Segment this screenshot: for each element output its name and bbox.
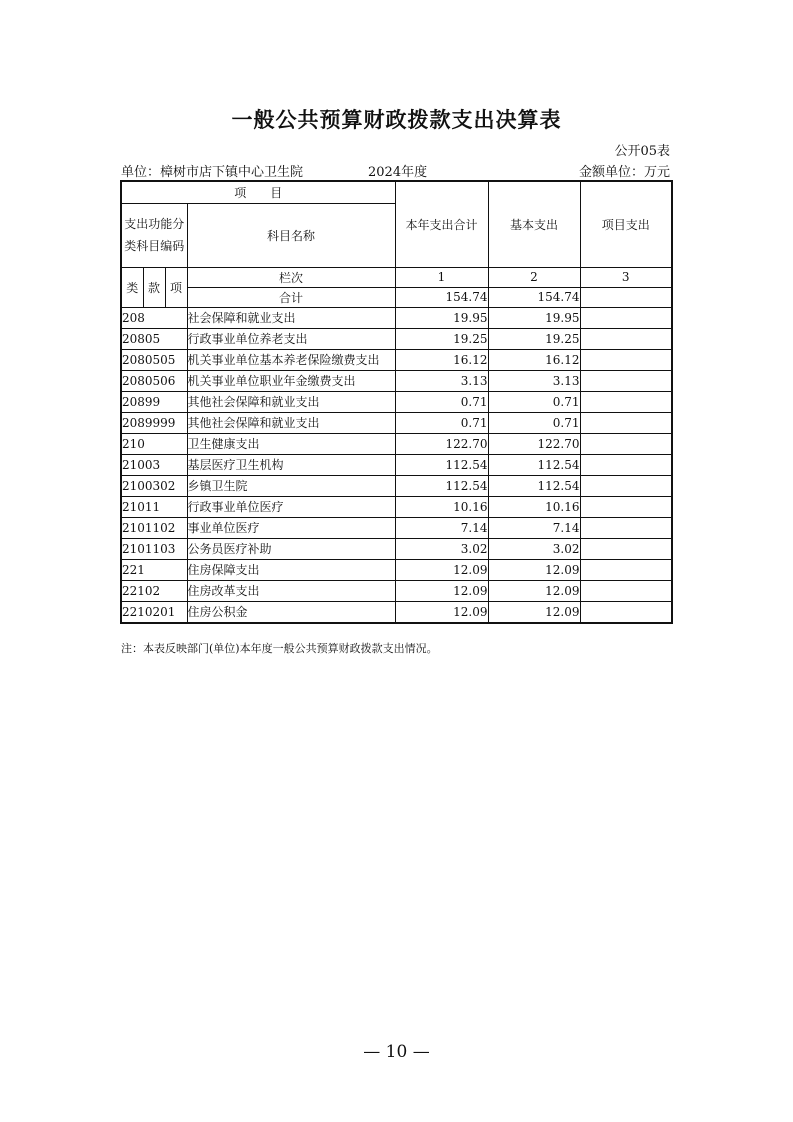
row-total: 3.13 <box>395 370 488 391</box>
row-total: 0.71 <box>395 391 488 412</box>
table-row <box>121 328 672 349</box>
row-code: 2089999 <box>121 412 187 433</box>
header-col3: 3 <box>580 267 672 287</box>
row-basic: 112.54 <box>488 454 580 475</box>
row-project <box>580 454 672 475</box>
row-code: 20805 <box>121 328 187 349</box>
row-project <box>580 475 672 496</box>
row-name: 机关事业单位基本养老保险缴费支出 <box>187 349 395 370</box>
header-basic: 基本支出 <box>488 181 580 267</box>
amount-unit-label: 金额单位：万元 <box>578 165 670 180</box>
table-row <box>121 601 672 623</box>
row-project <box>580 580 672 601</box>
row-total: 12.09 <box>395 580 488 601</box>
row-basic: 19.25 <box>488 328 580 349</box>
row-code: 210 <box>121 433 187 454</box>
row-project <box>580 496 672 517</box>
header-col2: 2 <box>488 267 580 287</box>
header-project: 项目支出 <box>580 181 672 267</box>
row-code: 2080506 <box>121 370 187 391</box>
row-basic: 0.71 <box>488 391 580 412</box>
table-row <box>121 433 672 454</box>
row-basic: 12.09 <box>488 559 580 580</box>
row-name: 住房保障支出 <box>187 559 395 580</box>
table-row <box>121 538 672 559</box>
row-name: 其他社会保障和就业支出 <box>187 412 395 433</box>
row-basic: 3.13 <box>488 370 580 391</box>
header-kuan: 款 <box>143 267 165 307</box>
row-code: 221 <box>121 559 187 580</box>
row-code: 2101102 <box>121 517 187 538</box>
row-basic: 122.70 <box>488 433 580 454</box>
year-label: 2024年度 <box>368 165 428 180</box>
row-name: 其他社会保障和就业支出 <box>187 391 395 412</box>
row-total: 112.54 <box>395 454 488 475</box>
row-code: 21003 <box>121 454 187 475</box>
row-total: 3.02 <box>395 538 488 559</box>
row-total: 122.70 <box>395 433 488 454</box>
row-project <box>580 370 672 391</box>
row-name: 基层医疗卫生机构 <box>187 454 395 475</box>
row-project <box>580 391 672 412</box>
row-total: 12.09 <box>395 601 488 623</box>
row-total: 19.95 <box>395 307 488 328</box>
expenditure-table <box>120 180 673 624</box>
row-name: 行政事业单位养老支出 <box>187 328 395 349</box>
row-name: 乡镇卫生院 <box>187 475 395 496</box>
row-total: 112.54 <box>395 475 488 496</box>
unit-label: 单位：樟树市店下镇中心卫生院 <box>121 165 304 180</box>
row-project <box>580 349 672 370</box>
row-total: 16.12 <box>395 349 488 370</box>
table-row <box>121 517 672 538</box>
table-row <box>121 391 672 412</box>
row-code: 2080505 <box>121 349 187 370</box>
row-code: 2100302 <box>121 475 187 496</box>
row-total: 7.14 <box>395 517 488 538</box>
row-code: 20899 <box>121 391 187 412</box>
table-row <box>121 307 672 328</box>
table-row <box>121 370 672 391</box>
row-name: 社会保障和就业支出 <box>187 307 395 328</box>
row-basic: 112.54 <box>488 475 580 496</box>
row-name: 住房公积金 <box>187 601 395 623</box>
row-basic: 12.09 <box>488 580 580 601</box>
table-note: 注：本表反映部门(单位)本年度一般公共预算财政拨款支出情况。 <box>121 642 438 655</box>
row-project <box>580 328 672 349</box>
row-basic: 10.16 <box>488 496 580 517</box>
sum-label: 合计 <box>187 287 395 307</box>
row-total: 0.71 <box>395 412 488 433</box>
sum-project <box>580 287 672 307</box>
sum-basic: 154.74 <box>488 287 580 307</box>
row-code: 208 <box>121 307 187 328</box>
header-name: 科目名称 <box>187 203 395 267</box>
row-basic: 12.09 <box>488 601 580 623</box>
table-row <box>121 475 672 496</box>
row-name: 住房改革支出 <box>187 580 395 601</box>
table-row <box>121 349 672 370</box>
row-code: 21011 <box>121 496 187 517</box>
row-total: 10.16 <box>395 496 488 517</box>
table-row <box>121 559 672 580</box>
row-project <box>580 433 672 454</box>
table-row <box>121 496 672 517</box>
row-total: 19.25 <box>395 328 488 349</box>
header-code: 支出功能分类科目编码 <box>121 203 187 267</box>
row-basic: 0.71 <box>488 412 580 433</box>
header-lei: 类 <box>121 267 143 307</box>
row-project <box>580 517 672 538</box>
row-name: 事业单位医疗 <box>187 517 395 538</box>
sum-total: 154.74 <box>395 287 488 307</box>
row-name: 公务员医疗补助 <box>187 538 395 559</box>
row-project <box>580 601 672 623</box>
row-basic: 7.14 <box>488 517 580 538</box>
row-project <box>580 412 672 433</box>
row-project <box>580 307 672 328</box>
row-code: 22102 <box>121 580 187 601</box>
row-code: 2101103 <box>121 538 187 559</box>
row-code: 2210201 <box>121 601 187 623</box>
table-row <box>121 412 672 433</box>
header-xiang: 项 <box>165 267 187 307</box>
row-basic: 16.12 <box>488 349 580 370</box>
row-name: 机关事业单位职业年金缴费支出 <box>187 370 395 391</box>
row-project <box>580 538 672 559</box>
document-title: 一般公共预算财政拨款支出决算表 <box>231 108 562 132</box>
page-number: — 10 — <box>363 1042 430 1062</box>
header-total: 本年支出合计 <box>395 181 488 267</box>
header-item: 项 目 <box>121 181 395 203</box>
row-basic: 3.02 <box>488 538 580 559</box>
table-row <box>121 580 672 601</box>
header-lanci: 栏次 <box>187 267 395 287</box>
table-row <box>121 454 672 475</box>
row-total: 12.09 <box>395 559 488 580</box>
row-project <box>580 559 672 580</box>
form-number: 公开05表 <box>614 144 670 159</box>
header-col1: 1 <box>395 267 488 287</box>
row-name: 卫生健康支出 <box>187 433 395 454</box>
row-basic: 19.95 <box>488 307 580 328</box>
row-name: 行政事业单位医疗 <box>187 496 395 517</box>
